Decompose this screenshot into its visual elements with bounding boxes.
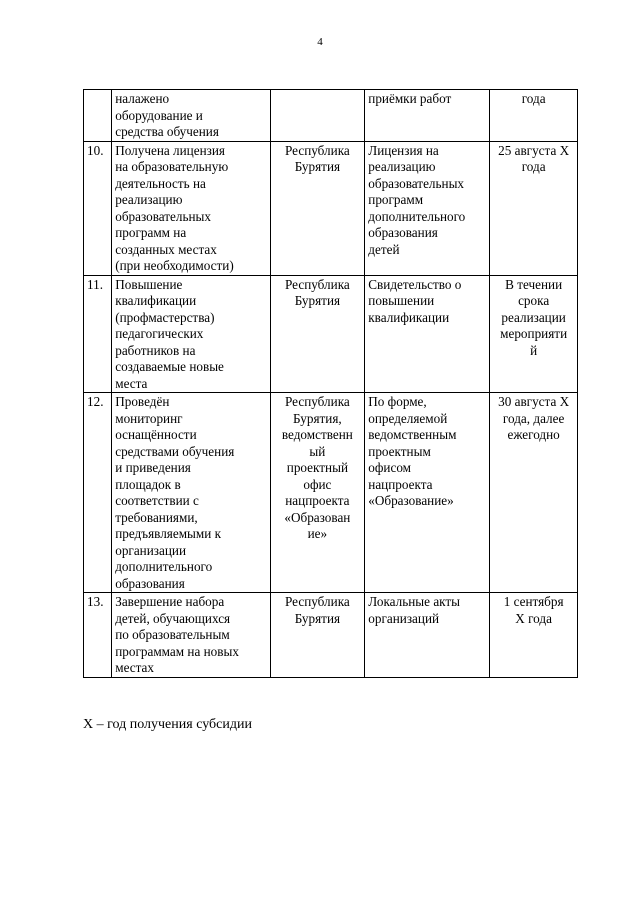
deadline: 30 августа Х года, далее ежегодно (490, 393, 578, 593)
confirming-document: Свидетельство о повышении квалификации (365, 275, 490, 393)
table-row (84, 593, 578, 678)
activity-description: Повышение квалификации (профмастерства) педагогических работников на создаваемые новые места (112, 275, 270, 393)
row-number: 10. (84, 141, 112, 275)
confirming-document: По форме, определяемой ведомственным проектным офисом нацпроекта «Образование» (365, 393, 490, 593)
activity-description: Завершение набора детей, обучающихся по образовательным программам на новых местах (112, 593, 270, 678)
responsible-party: Республика Бурятия, ведомственн ый проектный офис нацпроекта «Образован ие» (270, 393, 365, 593)
row-number: 11. (84, 275, 112, 393)
row-number (84, 90, 112, 142)
confirming-document: Локальные акты организаций (365, 593, 490, 678)
table-row (84, 90, 578, 142)
page-number: 4 (317, 36, 323, 48)
responsible-party: Республика Бурятия (270, 593, 365, 678)
activity-description: налажено оборудование и средства обучения (112, 90, 270, 142)
activity-description: Проведён мониторинг оснащённости средствами обучения и приведения площадок в соответствии с требованиями, предъявляемыми к организации дополнительного образования (112, 393, 270, 593)
responsible-party: Республика Бурятия (270, 275, 365, 393)
table-row (84, 275, 578, 393)
table-row (84, 393, 578, 593)
confirming-document: Лицензия на реализацию образовательных программ дополнительного образования детей (365, 141, 490, 275)
row-number: 12. (84, 393, 112, 593)
row-number: 13. (84, 593, 112, 678)
deadline: 1 сентября Х года (490, 593, 578, 678)
activity-description: Получена лицензия на образовательную деятельность на реализацию образовательных программ на созданных местах (при необходимости) (112, 141, 270, 275)
activity-plan-table (83, 89, 578, 678)
deadline: 25 августа Х года (490, 141, 578, 275)
deadline: года (490, 90, 578, 142)
table-row (84, 141, 578, 275)
responsible-party: Республика Бурятия (270, 141, 365, 275)
responsible-party (270, 90, 365, 142)
confirming-document: приёмки работ (365, 90, 490, 142)
deadline: В течении срока реализации мероприяти й (490, 275, 578, 393)
footnote: Х – год получения субсидии (83, 717, 252, 732)
